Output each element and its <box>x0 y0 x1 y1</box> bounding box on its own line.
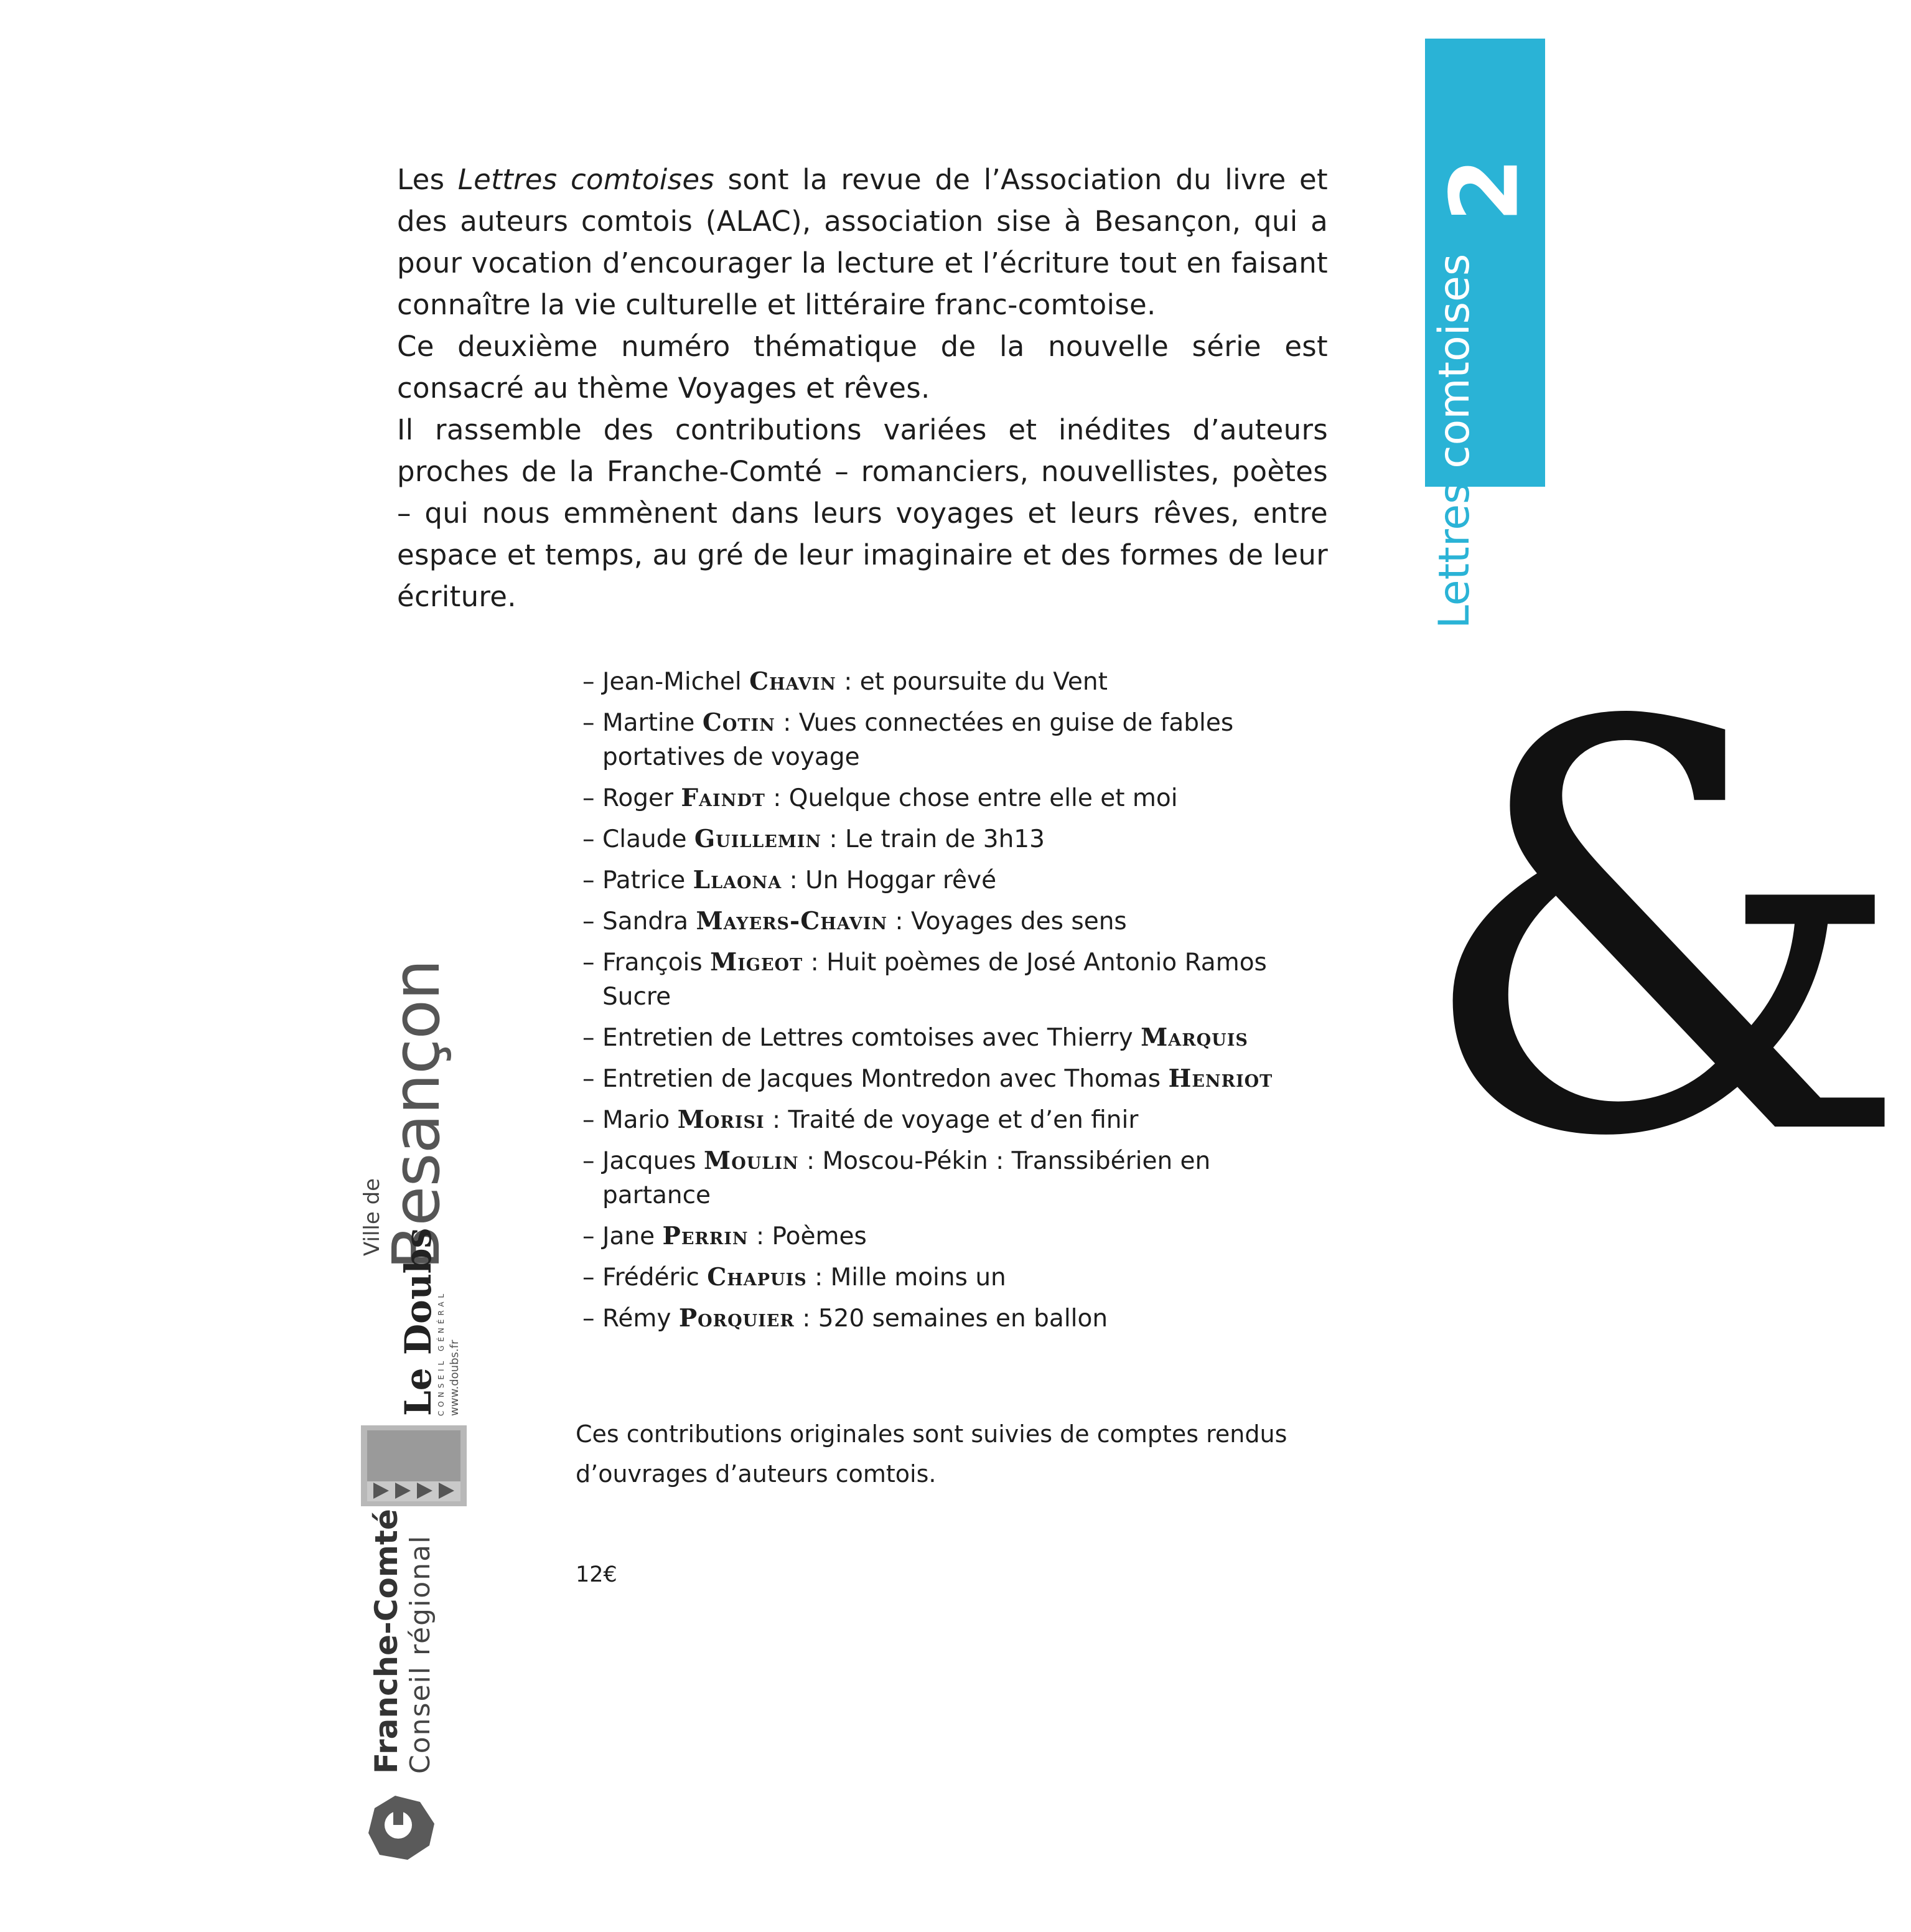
contents-item <box>577 1062 1299 1096</box>
contents-dash: – <box>582 825 595 853</box>
contents-author: Morisi <box>677 1105 765 1134</box>
contents-author: Moulin <box>704 1147 799 1175</box>
contents-author: Henriot <box>1168 1064 1273 1093</box>
contents-author: Chapuis <box>707 1263 807 1292</box>
contents-author: Migeot <box>710 948 803 977</box>
franche-comte-logo <box>355 1506 448 1867</box>
contents-prefix: Entretien de Jacques Montredon avec Thomas <box>602 1065 1169 1093</box>
contents-title: Moscou-Pékin : Transsibérien en partance <box>602 1147 1211 1209</box>
contents-title: et poursuite du Vent <box>859 668 1108 696</box>
contents-author: Perrin <box>662 1222 749 1250</box>
contents-author: Chavin <box>749 667 836 696</box>
contents-item <box>577 1103 1299 1137</box>
contents-item <box>577 706 1299 774</box>
contents-author: Guillemin <box>694 825 822 853</box>
contents-title: Voyages des sens <box>910 907 1127 936</box>
contents-dash: – <box>582 709 595 737</box>
contents-separator: : <box>748 1222 772 1250</box>
contents-separator: : <box>794 1305 818 1333</box>
contents-prefix: Sandra <box>602 907 696 936</box>
contents-prefix: Claude <box>602 825 694 853</box>
contents-prefix: Mario <box>602 1106 678 1134</box>
issue-number: 2 <box>1431 157 1540 223</box>
spine-word-comtoises: comtoises <box>1430 253 1479 469</box>
franche-comte-map-icon <box>361 1786 442 1867</box>
doubs-logo-mark <box>361 1425 467 1506</box>
contents-title: Poèmes <box>772 1222 867 1250</box>
contents-item <box>577 1144 1299 1212</box>
franche-comte-logo-line2: Conseil régional <box>404 1534 436 1774</box>
contents-author: Faindt <box>681 784 765 812</box>
contents-prefix: Entretien de Lettres comtoises avec Thierry <box>602 1024 1141 1052</box>
doubs-logo <box>361 1183 467 1506</box>
contents-dash: – <box>582 1222 595 1250</box>
spine-title <box>1425 254 1485 629</box>
contents-separator: : <box>775 709 799 737</box>
contents-prefix: Rémy <box>602 1305 679 1333</box>
contents-prefix: Jean-Michel <box>602 668 750 696</box>
franche-comte-logo-line1: Franche-Comté <box>368 1509 404 1774</box>
contents-item <box>577 945 1299 1014</box>
contents-prefix: Roger <box>602 784 681 812</box>
doubs-logo-url: www.doubs.fr <box>448 1339 461 1416</box>
contents-dash: – <box>582 866 595 894</box>
contents-prefix: Patrice <box>602 866 693 894</box>
contents-dash: – <box>582 1147 595 1175</box>
contents-separator: : <box>803 949 827 977</box>
contents-separator: : <box>806 1264 831 1292</box>
contents-title: Mille moins un <box>830 1264 1006 1292</box>
doubs-logo-subtitle: CONSEIL GÉNÉRAL <box>437 1290 446 1416</box>
contents-title: 520 semaines en ballon <box>818 1305 1108 1333</box>
contents-separator: : <box>887 907 911 936</box>
contents-dash: – <box>582 1065 595 1093</box>
contents-separator: : <box>836 668 860 696</box>
contents-prefix: Martine <box>602 709 703 737</box>
contents-author: Mayers-Chavin <box>696 907 888 936</box>
contents-item <box>577 665 1299 699</box>
outro-text: Ces contributions originales sont suivies de comptes rendus d’ouvrages d’auteurs comtois. <box>576 1420 1287 1488</box>
contents-separator: : <box>821 825 846 853</box>
contents-dash: – <box>582 1305 595 1333</box>
contents-title: Le train de 3h13 <box>845 825 1045 853</box>
contents-dash: – <box>582 1106 595 1134</box>
contents-item <box>577 822 1299 856</box>
contents-item <box>577 1301 1299 1336</box>
contents-author: Llaona <box>693 866 782 894</box>
contents-dash: – <box>582 1024 595 1052</box>
contents-item <box>577 781 1299 815</box>
contents-dash: – <box>582 668 595 696</box>
contents-separator: : <box>765 784 789 812</box>
contents-separator: : <box>782 866 806 894</box>
spine-word-lettres: Lettres <box>1430 482 1479 629</box>
contents-author: Marquis <box>1141 1023 1248 1052</box>
contents-item <box>577 863 1299 898</box>
contents-prefix: Frédéric <box>602 1264 708 1292</box>
contents-title: Vues connectées en guise de fables portatives de voyage <box>602 709 1234 771</box>
contents-dash: – <box>582 784 595 812</box>
intro-paragraph-2: Ce deuxième numéro thématique de la nouvelle série est consacré au thème Voyages et rêves. <box>397 330 1328 405</box>
doubs-logo-name: Le Doubs <box>397 1227 439 1416</box>
intro-text <box>397 159 1328 617</box>
contents-dash: – <box>582 949 595 977</box>
contents-item <box>577 1260 1299 1295</box>
contents-title: Quelque chose entre elle et moi <box>788 784 1178 812</box>
contents-item <box>577 904 1299 939</box>
contents-prefix: François <box>602 949 711 977</box>
contents-dash: – <box>582 1264 595 1292</box>
contents-author: Porquier <box>678 1304 795 1333</box>
contents-item <box>577 1021 1299 1055</box>
contents-separator: : <box>798 1147 823 1175</box>
contents-separator: : <box>764 1106 788 1134</box>
intro-paragraph-3: Il rassemble des contributions variées et inédites d’auteurs proches de la Franche-Comté – romanciers, nouvellistes, poètes – qui nous emmènent dans leurs voyages et leurs rêves, entre espace et temps, au gré de leur imaginaire et des formes de leur écriture. <box>397 413 1328 613</box>
contents-prefix: Jane <box>602 1222 663 1250</box>
contents-author: Cotin <box>702 708 775 737</box>
besancon-logo-label: Ville de <box>360 1178 385 1256</box>
intro-paragraph-1: Les Lettres comtoises sont la revue de l’Association du livre et des auteurs comtois (ALAC), association sise à Besançon, qui a pour vocation d’encourager la lecture et l’écriture tout en faisant connaître la vie culturelle et littéraire franc-comtoise. <box>397 163 1328 321</box>
contents-item <box>577 1219 1299 1254</box>
journal-title: Lettres comtoises <box>457 163 715 196</box>
contents-dash: – <box>582 907 595 936</box>
price: 12€ <box>576 1562 617 1587</box>
contents-title: Traité de voyage et d’en finir <box>788 1106 1139 1134</box>
contents-list <box>577 665 1299 1343</box>
ampersand-ornament: & <box>1413 607 1911 1259</box>
besancon-logo-name: Besançon <box>378 960 454 1270</box>
contents-title: Un Hoggar rêvé <box>805 866 997 894</box>
contents-title: Huit poèmes de José Antonio Ramos Sucre <box>602 949 1267 1011</box>
contents-prefix: Jacques <box>602 1147 704 1175</box>
